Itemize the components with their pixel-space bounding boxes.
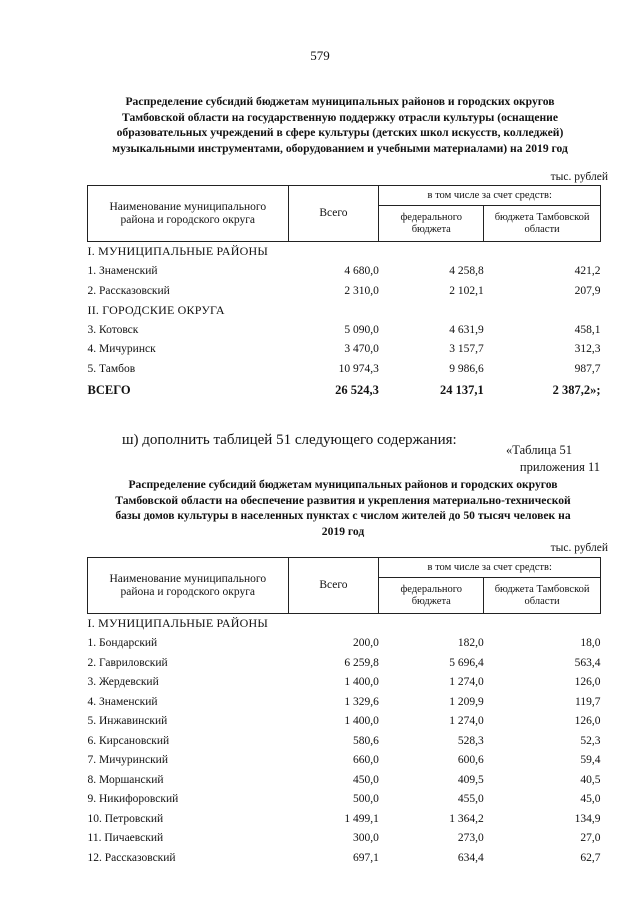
section-row bbox=[88, 614, 601, 634]
total-total: 26 524,3 bbox=[335, 383, 379, 397]
header-regional: бюджета Тамбовской области bbox=[484, 206, 601, 242]
table2 bbox=[87, 557, 601, 868]
cell-total: 1 400,0 bbox=[344, 676, 379, 689]
cell-federal: 2 102,1 bbox=[449, 284, 484, 297]
section-row bbox=[88, 301, 601, 321]
cell-total: 4 680,0 bbox=[344, 265, 379, 278]
cell-regional: 134,9 bbox=[574, 812, 601, 825]
table1 bbox=[87, 185, 601, 403]
cell-federal: 1 274,0 bbox=[449, 715, 484, 728]
header-federal: федерального бюджета bbox=[379, 578, 484, 614]
section-label: I. МУНИЦИПАЛЬНЫЕ РАЙОНЫ bbox=[87, 616, 269, 631]
cell-total: 1 499,1 bbox=[344, 812, 379, 825]
cell-name: 2. Гавриловский bbox=[87, 656, 168, 669]
total-row bbox=[88, 379, 601, 403]
cell-regional: 40,5 bbox=[580, 773, 601, 786]
table-row bbox=[88, 848, 601, 868]
cell-total: 10 974,3 bbox=[338, 362, 379, 375]
table-row bbox=[88, 320, 601, 340]
cell-name: 12. Рассказовский bbox=[87, 851, 176, 864]
total-name: ВСЕГО bbox=[87, 383, 131, 397]
intro-text: ш) дополнить таблицей 51 следующего содержания: bbox=[122, 432, 457, 448]
table-row bbox=[88, 829, 601, 849]
cell-total: 1 400,0 bbox=[344, 715, 379, 728]
cell-federal: 4 258,8 bbox=[449, 265, 484, 278]
cell-total: 450,0 bbox=[352, 773, 379, 786]
table-row bbox=[88, 751, 601, 771]
table2-ref-line1: «Таблица 51 bbox=[506, 443, 572, 457]
cell-total: 3 470,0 bbox=[344, 343, 379, 356]
cell-name: 4. Мичуринск bbox=[87, 343, 156, 356]
header-federal: федерального бюджета bbox=[379, 206, 484, 242]
header-name: Наименование муниципального района и городского округа bbox=[88, 186, 289, 242]
cell-regional: 421,2 bbox=[574, 265, 601, 278]
table2-body bbox=[88, 614, 601, 868]
section-row bbox=[88, 242, 601, 262]
cell-regional: 126,0 bbox=[574, 676, 601, 689]
cell-regional: 126,0 bbox=[574, 715, 601, 728]
cell-total: 697,1 bbox=[352, 851, 379, 864]
cell-total: 1 329,6 bbox=[344, 695, 379, 708]
cell-name: 10. Петровский bbox=[87, 812, 164, 825]
table-row bbox=[88, 653, 601, 673]
cell-regional: 59,4 bbox=[580, 754, 601, 767]
table-row bbox=[88, 770, 601, 790]
table-row bbox=[88, 262, 601, 282]
cell-regional: 62,7 bbox=[580, 851, 601, 864]
header-total: Всего bbox=[288, 186, 379, 242]
cell-regional: 207,9 bbox=[574, 284, 601, 297]
cell-regional: 458,1 bbox=[574, 323, 601, 336]
cell-regional: 563,4 bbox=[574, 656, 601, 669]
cell-regional: 312,3 bbox=[574, 343, 601, 356]
table1-body bbox=[88, 242, 601, 403]
header-group: в том числе за счет средств: bbox=[379, 558, 601, 578]
cell-regional: 18,0 bbox=[580, 637, 601, 650]
table-row bbox=[88, 731, 601, 751]
total-federal: 24 137,1 bbox=[439, 383, 484, 397]
cell-federal: 9 986,6 bbox=[449, 362, 484, 375]
cell-name: 9. Никифоровский bbox=[87, 793, 179, 806]
cell-federal: 409,5 bbox=[457, 773, 484, 786]
cell-name: 1. Бондарский bbox=[87, 637, 158, 650]
cell-federal: 5 696,4 bbox=[449, 656, 484, 669]
table-row bbox=[88, 712, 601, 732]
table-row bbox=[88, 340, 601, 360]
cell-name: 5. Тамбов bbox=[87, 362, 136, 375]
section-label: II. ГОРОДСКИЕ ОКРУГА bbox=[87, 302, 225, 317]
cell-name: 7. Мичуринский bbox=[87, 754, 168, 767]
cell-name: 1. Знаменский bbox=[87, 265, 158, 278]
cell-federal: 1 364,2 bbox=[449, 812, 484, 825]
cell-federal: 455,0 bbox=[457, 793, 484, 806]
table2-ref-line2: приложения 11 bbox=[519, 460, 600, 474]
table2-title: Распределение субсидий бюджетам муниципальных районов и городских округов Тамбовской области на обеспечение развития и укрепления материально-технической базы домов культуры в населенных пунктах с числом жителей до 50 тысяч человек на 2019 год bbox=[115, 478, 571, 538]
cell-regional: 987,7 bbox=[574, 362, 601, 375]
header-group: в том числе за счет средств: bbox=[379, 186, 601, 206]
cell-total: 660,0 bbox=[352, 754, 379, 767]
cell-regional: 45,0 bbox=[580, 793, 601, 806]
cell-federal: 528,3 bbox=[457, 734, 484, 747]
cell-regional: 27,0 bbox=[580, 832, 601, 845]
cell-federal: 1 274,0 bbox=[449, 676, 484, 689]
page-number: 579 bbox=[310, 48, 330, 63]
cell-total: 580,6 bbox=[352, 734, 379, 747]
cell-name: 5. Инжавинский bbox=[87, 715, 168, 728]
table-row bbox=[88, 359, 601, 379]
table-row bbox=[88, 281, 601, 301]
table-row bbox=[88, 634, 601, 654]
cell-name: 2. Рассказовский bbox=[87, 284, 170, 297]
cell-regional: 52,3 bbox=[580, 734, 601, 747]
cell-federal: 1 209,9 bbox=[449, 695, 484, 708]
header-regional: бюджета Тамбовской области bbox=[484, 578, 601, 614]
section-label: I. МУНИЦИПАЛЬНЫЕ РАЙОНЫ bbox=[87, 244, 269, 259]
cell-total: 6 259,8 bbox=[344, 656, 379, 669]
cell-total: 2 310,0 bbox=[344, 284, 379, 297]
table-row bbox=[88, 809, 601, 829]
table-row bbox=[88, 692, 601, 712]
cell-federal: 3 157,7 bbox=[449, 343, 484, 356]
cell-regional: 119,7 bbox=[575, 695, 601, 708]
cell-total: 300,0 bbox=[352, 832, 379, 845]
cell-total: 500,0 bbox=[352, 793, 379, 806]
table1-title: Распределение субсидий бюджетам муниципальных районов и городских округов Тамбовской области на государственную поддержку отрасли культуры (оснащение образовательных учреждений в сфере культуры (детских школ искусств, колледжей) музыкальными инструментами, оборудованием и учебными материалами) на 2019 год bbox=[112, 95, 568, 155]
header-name: Наименование муниципального района и городского округа bbox=[88, 558, 289, 614]
cell-name: 8. Моршанский bbox=[87, 773, 164, 786]
table2-units: тыс. рублей bbox=[550, 542, 608, 554]
table-row bbox=[88, 790, 601, 810]
cell-total: 5 090,0 bbox=[344, 323, 379, 336]
cell-name: 6. Кирсановский bbox=[87, 734, 170, 747]
cell-total: 200,0 bbox=[352, 637, 379, 650]
cell-name: 4. Знаменский bbox=[87, 695, 158, 708]
cell-federal: 182,0 bbox=[457, 637, 484, 650]
cell-federal: 600,6 bbox=[457, 754, 484, 767]
cell-name: 3. Котовск bbox=[87, 323, 139, 336]
cell-federal: 4 631,9 bbox=[449, 323, 484, 336]
cell-name: 3. Жердевский bbox=[87, 676, 159, 689]
header-total: Всего bbox=[288, 558, 379, 614]
table-row bbox=[88, 673, 601, 693]
cell-federal: 634,4 bbox=[457, 851, 484, 864]
cell-federal: 273,0 bbox=[457, 832, 484, 845]
table1-units: тыс. рублей bbox=[550, 171, 608, 183]
total-regional: 2 387,2»; bbox=[552, 383, 601, 397]
cell-name: 11. Пичаевский bbox=[87, 832, 164, 845]
